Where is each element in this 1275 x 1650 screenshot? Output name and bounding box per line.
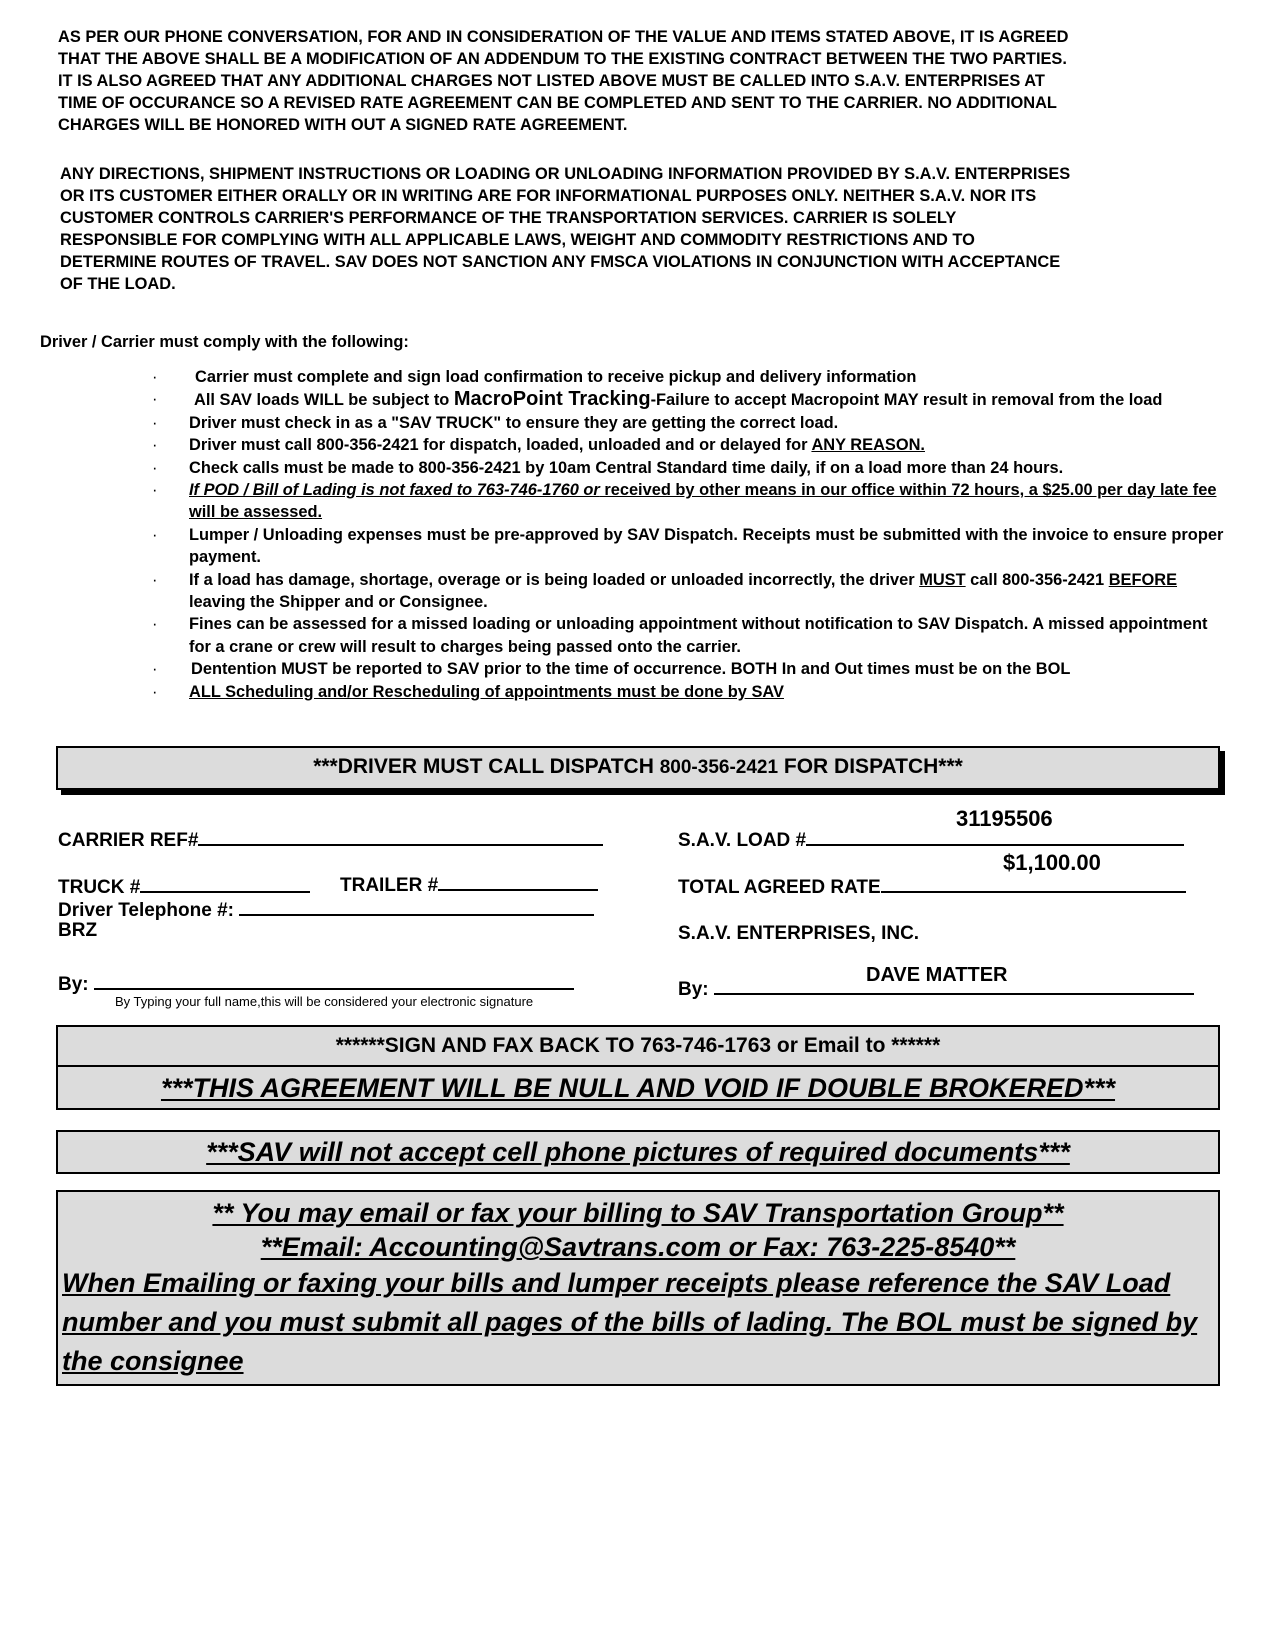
list-item: · Fines can be assessed for a missed loading or unloading appointment without notification to SAV Dispatch. A missed appointment for a crane or crew will result to charges being passed onto the carrier. bbox=[152, 615, 1208, 656]
brz-label: BRZ bbox=[58, 920, 98, 941]
bullet-icon: · bbox=[152, 413, 158, 432]
list-item: · Dentention MUST be reported to SAV prior to the time of occurrence. BOTH In and Out times must be on the BOL bbox=[150, 658, 1230, 680]
comply-heading: Driver / Carrier must comply with the following: bbox=[40, 333, 409, 351]
bullet-icon: · bbox=[152, 368, 158, 386]
carrier-ref-line[interactable] bbox=[198, 826, 603, 846]
carrier-signature-field[interactable]: By: bbox=[58, 970, 574, 996]
list-item: · Driver must check in as a "SAV TRUCK" to ensure they are getting the correct load. bbox=[150, 412, 1230, 434]
trailer-line[interactable] bbox=[438, 871, 598, 891]
truck-field[interactable]: TRUCK # bbox=[58, 873, 310, 899]
billing-line-1: ** You may email or fax your billing to SAV Transportation Group** bbox=[212, 1198, 1064, 1228]
cell-phone-notice: ***SAV will not accept cell phone pictures of required documents*** bbox=[56, 1130, 1220, 1174]
dispatch-phone: 800-356-2421 bbox=[659, 757, 779, 778]
null-void-notice: ***THIS AGREEMENT WILL BE NULL AND VOID IF DOUBLE BROKERED*** bbox=[160, 1073, 1116, 1103]
bullet-icon: · bbox=[152, 436, 158, 455]
carrier-ref-field[interactable]: CARRIER REF# bbox=[58, 826, 603, 852]
billing-email-line: **Email: Accounting@Savtrans.com or Fax: 763-225-8540** bbox=[260, 1232, 1016, 1262]
trailer-field[interactable]: TRAILER # bbox=[340, 871, 598, 897]
sign-fax-box bbox=[56, 1025, 1220, 1110]
billing-box bbox=[56, 1190, 1220, 1386]
list-item: · If a load has damage, shortage, overage or is being loaded or unloaded incorrectly, the driver MUST call 800-356-2421 BEFORE leaving the Shipper and or Consignee. bbox=[152, 570, 1178, 612]
macropoint-label: MacroPoint Tracking bbox=[453, 388, 651, 411]
sav-signer-name: DAVE MATTER bbox=[866, 964, 1008, 986]
signature-note: By Typing your full name,this will be considered your electronic signature bbox=[115, 994, 534, 1009]
dispatch-banner: ***DRIVER MUST CALL DISPATCH 800-356-2421 FOR DISPATCH*** bbox=[56, 746, 1220, 790]
consideration-paragraph: AS PER OUR PHONE CONVERSATION, FOR AND IN CONSIDERATION OF THE VALUE AND ITEMS STATED ABOVE, IT IS AGREED THAT THE ABOVE SHALL BE A MODIFICATION OF AN ADDENDUM TO THE EXISTING CONTRACT BETWEEN THE TWO PARTIES. IT IS ALSO AGREED THAT ANY ADDITIONAL CHARGES NOT LISTED ABOVE MUST BE CALLED INTO S.A.V. ENTERPRISES AT TIME OF OCCURANCE SO A REVISED RATE AGREEMENT CAN BE COMPLETED AND SENT TO THE CARRIER. NO ADDITIONAL CHARGES WILL BE HONORED WITH OUT A SIGNED RATE AGREEMENT. bbox=[58, 28, 1069, 134]
driver-phone-field[interactable]: Driver Telephone #: bbox=[58, 896, 594, 922]
list-item: · Check calls must be made to 800-356-2421 by 10am Central Standard time daily, if on a load more than 24 hours. bbox=[150, 457, 1230, 479]
list-item: · All SAV loads WILL be subject to MacroPoint Tracking-Failure to accept Macropoint MAY result in removal from the load bbox=[152, 388, 1163, 411]
list-item: · Lumper / Unloading expenses must be pre-approved by SAV Dispatch. Receipts must be submitted with the invoice to ensure proper payment. bbox=[152, 525, 1224, 567]
sav-load-field: S.A.V. LOAD # bbox=[678, 826, 1184, 852]
bullet-icon: · bbox=[152, 525, 158, 544]
driver-phone-line[interactable] bbox=[239, 896, 594, 916]
sav-load-number: 31195506 bbox=[956, 806, 1053, 831]
list-item: · If POD / Bill of Lading is not faxed to 763-746-1760 or received by other means in our office within 72 hours, a $25.00 per day late fee will be assessed. bbox=[152, 481, 1217, 522]
billing-instructions: When Emailing or faxing your bills and lumper receipts please reference the SAV Load number and you must submit all pages of the bills of lading. The BOL must be signed by the consignee bbox=[62, 1268, 1198, 1376]
list-item: · ALL Scheduling and/or Rescheduling of appointments must be done by SAV bbox=[150, 681, 1230, 703]
bullet-icon: · bbox=[152, 390, 158, 409]
list-item: · Carrier must complete and sign load confirmation to receive pickup and delivery information bbox=[150, 366, 1230, 388]
bullet-icon: · bbox=[152, 682, 158, 701]
truck-line[interactable] bbox=[140, 873, 310, 893]
bullet-icon: · bbox=[152, 660, 158, 679]
comply-list bbox=[150, 366, 1230, 703]
bullet-icon: · bbox=[152, 481, 158, 500]
directions-paragraph: ANY DIRECTIONS, SHIPMENT INSTRUCTIONS OR LOADING OR UNLOADING INFORMATION PROVIDED BY S.A.V. ENTERPRISES OR ITS CUSTOMER EITHER ORALLY OR IN WRITING ARE FOR INFORMATIONAL PURPOSES ONLY. NEITHER S.A.V. NOR ITS CUSTOMER CONTROLS CARRIER'S PERFORMANCE OF THE TRANSPORTATION SERVICES. CARRIER IS SOLELY RESPONSIBLE FOR COMPLYING WITH ALL APPLICABLE LAWS, WEIGHT AND COMMODITY RESTRICTIONS AND TO DETERMINE ROUTES OF TRAVEL. SAV DOES NOT SANCTION ANY FMSCA VIOLATIONS IN CONJUNCTION WITH ACCEPTANCE OF THE LOAD. bbox=[60, 165, 1071, 293]
sign-fax-text: ******SIGN AND FAX BACK TO 763-746-1763 or Email to ****** bbox=[58, 1027, 1218, 1067]
list-item: · Driver must call 800-356-2421 for dispatch, loaded, unloaded and or delayed for ANY REASON. bbox=[150, 434, 1230, 456]
total-rate-field: TOTAL AGREED RATE bbox=[678, 873, 1186, 899]
bullet-icon: · bbox=[152, 458, 158, 477]
bullet-icon: · bbox=[152, 615, 158, 634]
company-name: S.A.V. ENTERPRISES, INC. bbox=[678, 923, 920, 944]
bullet-icon: · bbox=[152, 570, 158, 589]
total-rate-value: $1,100.00 bbox=[1003, 850, 1101, 875]
total-rate-line bbox=[881, 873, 1186, 893]
sav-signature-field: By: bbox=[678, 975, 1194, 1001]
carrier-signature-line[interactable] bbox=[94, 970, 574, 990]
